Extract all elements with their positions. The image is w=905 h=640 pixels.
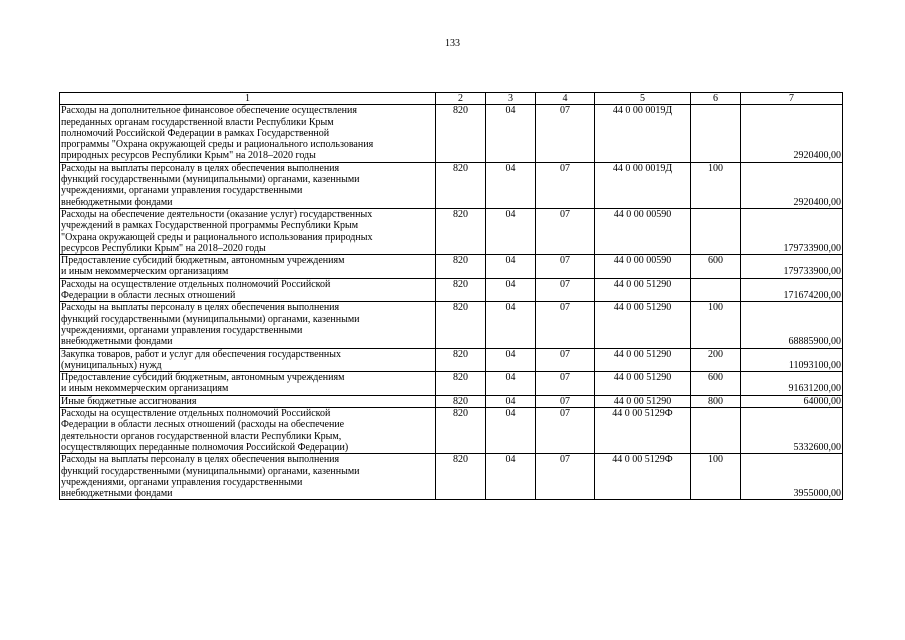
grbs-code: 820 [436,162,486,208]
expense-type-code: 100 [691,162,741,208]
subsection-code: 07 [536,454,595,500]
expense-type-code: 200 [691,348,741,372]
section-code: 04 [486,395,536,407]
description-line: переданных органам государственной власти Республики Крым [61,116,334,128]
expense-type-code [691,278,741,302]
description-line: внебюджетными фондами [61,196,173,208]
amount-value: 68885900,00 [741,302,843,348]
description-line: полномочий Российской Федерации в рамках Государственной [61,127,330,139]
amount-value: 91631200,00 [741,372,843,396]
description-line: функций государственными (муниципальными) органами, казенными [61,174,360,186]
expense-type-code [691,208,741,254]
amount-value: 2920400,00 [741,162,843,208]
expense-type-code: 600 [691,255,741,279]
expense-type-code: 100 [691,454,741,500]
grbs-code: 820 [436,255,486,279]
description-line: Расходы на осуществление отдельных полномочий Российской [61,278,331,290]
description-line: и иным некоммерческим организациям [61,266,229,278]
grbs-code: 820 [436,454,486,500]
description-line: Предоставление субсидий бюджетным, автономным учреждениям [61,372,345,384]
header-row [60,93,843,105]
subsection-code: 07 [536,278,595,302]
description-line: Расходы на выплаты персоналу в целях обеспечения выполнения [61,162,340,174]
description-line: и иным некоммерческим организациям [61,383,229,395]
table-row [60,348,843,372]
amount-value: 11093100,00 [741,348,843,372]
expense-type-code [691,105,741,162]
header-cell-4: 4 [536,93,595,105]
subsection-code: 07 [536,105,595,162]
subsection-code: 07 [536,208,595,254]
subsection-code: 07 [536,408,595,454]
table-row [60,408,843,454]
target-article-code: 44 0 00 51290 [595,278,691,302]
table-row [60,162,843,208]
row-description [60,208,436,254]
description-line: Закупка товаров, работ и услуг для обеспечения государственных [61,348,342,360]
description-line: функций государственными (муниципальными) органами, казенными [61,313,360,325]
target-article-code: 44 0 00 51290 [595,395,691,407]
description-line: учреждениями, органами управления государственными [61,185,303,197]
description-line: Расходы на осуществление отдельных полномочий Российской [61,408,331,420]
header-cell-5: 5 [595,93,691,105]
description-line: учреждениями, органами управления государственными [61,324,303,336]
row-description [60,454,436,500]
description-line: Расходы на обеспечение деятельности (оказание услуг) государственных [61,208,373,220]
description-line: учреждений в рамках Государственной программы Республики Крым [61,220,359,232]
expense-type-code: 800 [691,395,741,407]
target-article-code: 44 0 00 51290 [595,348,691,372]
page-number: 133 [445,38,460,49]
amount-value: 179733900,00 [741,208,843,254]
target-article-code: 44 0 00 00590 [595,255,691,279]
amount-value: 179733900,00 [741,255,843,279]
table-row [60,302,843,348]
header-cell-7: 7 [741,93,843,105]
header-cell-1: 1 [60,93,436,105]
section-code: 04 [486,408,536,454]
subsection-code: 07 [536,372,595,396]
target-article-code: 44 0 00 51290 [595,302,691,348]
section-code: 04 [486,255,536,279]
table-row [60,278,843,302]
row-description [60,348,436,372]
amount-value: 64000,00 [741,395,843,407]
target-article-code: 44 0 00 51290 [595,372,691,396]
grbs-code: 820 [436,408,486,454]
grbs-code: 820 [436,372,486,396]
subsection-code: 07 [536,395,595,407]
table-row [60,105,843,162]
subsection-code: 07 [536,162,595,208]
description-line: деятельности органов государственной власти Республики Крым, [61,430,342,442]
grbs-code: 820 [436,105,486,162]
grbs-code: 820 [436,302,486,348]
amount-value: 171674200,00 [741,278,843,302]
table-row [60,372,843,396]
expense-type-code [691,408,741,454]
table-row [60,454,843,500]
grbs-code: 820 [436,278,486,302]
description-line: учреждениями, органами управления государственными [61,476,303,488]
target-article-code: 44 0 00 5129Ф [595,408,691,454]
amount-value: 3955000,00 [741,454,843,500]
row-description [60,162,436,208]
target-article-code: 44 0 00 0019Д [595,162,691,208]
header-cell-3: 3 [486,93,536,105]
amount-value: 2920400,00 [741,105,843,162]
expense-type-code: 100 [691,302,741,348]
row-description [60,408,436,454]
row-description [60,372,436,396]
description-line: Федерации в области лесных отношений (расходы на обеспечение [61,419,345,431]
subsection-code: 07 [536,348,595,372]
target-article-code: 44 0 00 5129Ф [595,454,691,500]
grbs-code: 820 [436,348,486,372]
amount-value: 5332600,00 [741,408,843,454]
description-line: Расходы на дополнительное финансовое обеспечение осуществления [61,105,357,117]
budget-table [59,92,843,500]
description-line: функций государственными (муниципальными) органами, казенными [61,465,360,477]
expense-type-code: 600 [691,372,741,396]
description-line: внебюджетными фондами [61,336,173,348]
header-cell-6: 6 [691,93,741,105]
description-line: Расходы на выплаты персоналу в целях обеспечения выполнения [61,302,340,314]
subsection-code: 07 [536,302,595,348]
description-line: внебюджетными фондами [61,488,173,500]
section-code: 04 [486,208,536,254]
table-row [60,395,843,407]
section-code: 04 [486,348,536,372]
table-row [60,255,843,279]
section-code: 04 [486,105,536,162]
grbs-code: 820 [436,208,486,254]
row-description [60,278,436,302]
table-body [60,105,843,500]
description-line: Федерации в области лесных отношений [61,290,236,302]
subsection-code: 07 [536,255,595,279]
description-line: Предоставление субсидий бюджетным, автономным учреждениям [61,255,345,267]
section-code: 04 [486,162,536,208]
section-code: 04 [486,278,536,302]
description-line: программы "Охрана окружающей среды и рационального использования [61,139,374,151]
table-row [60,208,843,254]
section-code: 04 [486,302,536,348]
description-line: Иные бюджетные ассигнования [61,395,197,407]
description-line: осуществляющих переданные полномочия Российской Федерации) [61,441,349,453]
target-article-code: 44 0 00 00590 [595,208,691,254]
row-description [60,395,436,407]
grbs-code: 820 [436,395,486,407]
description-line: природных ресурсов Республики Крым" на 2018–2020 годы [61,150,316,162]
section-code: 04 [486,454,536,500]
row-description [60,255,436,279]
row-description [60,105,436,162]
target-article-code: 44 0 00 0019Д [595,105,691,162]
description-line: ресурсов Республики Крым" на 2018–2020 годы [61,242,266,254]
header-cell-2: 2 [436,93,486,105]
row-description [60,302,436,348]
description-line: Расходы на выплаты персоналу в целях обеспечения выполнения [61,454,340,466]
section-code: 04 [486,372,536,396]
description-line: "Охрана окружающей среды и рационального использования природных [61,231,373,243]
description-line: (муниципальных) нужд [61,359,162,371]
